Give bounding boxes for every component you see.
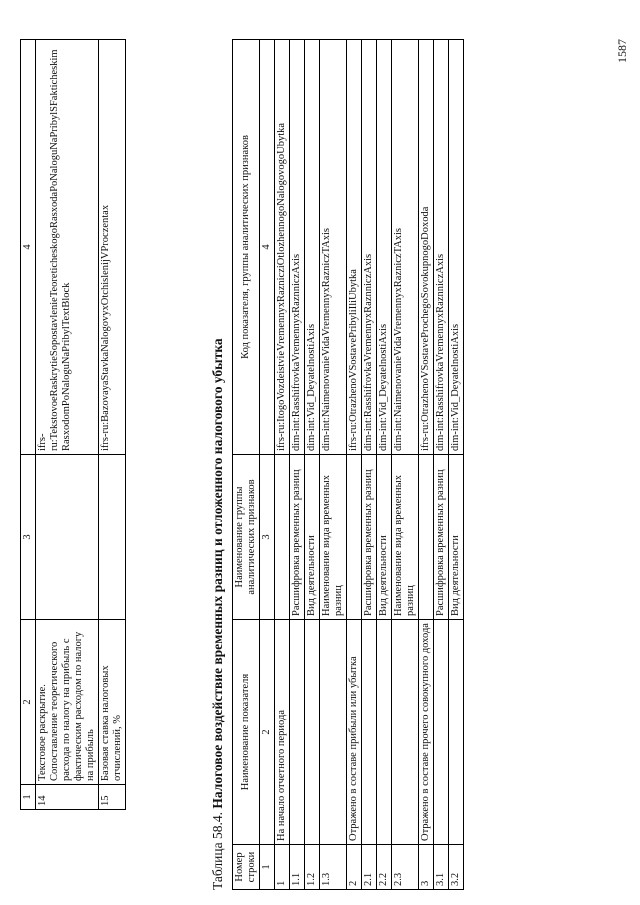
row-number: 1 [275,845,290,890]
group-name: Наименование вида временных разниц [320,455,347,620]
group-name [99,455,126,620]
indicator-name [320,620,347,845]
group-name [36,455,99,620]
group-name [419,455,434,620]
indicator-code: dim-int:NaimenovanieVidaVremennyxRazniczTAxis [320,40,347,455]
table-row [275,40,290,890]
indicator-name [305,620,320,845]
header-indicator-code: Код показателя, группы аналитических признаков [233,40,260,455]
indicator-code: ifrs-ru:OtrazhenoVSostavePribyliIliUbytka [347,40,362,455]
table-row [305,40,320,890]
table-row [449,40,464,890]
indicator-code: ifrs-ru:BazovayaStavkaNalogovyxOtchislenijVProczentax [99,40,126,455]
group-name: Наименование вида временных разниц [392,455,419,620]
row-number: 3.1 [434,845,449,890]
group-name: Расшифровка временных разниц [362,455,377,620]
group-name: Вид деятельности [377,455,392,620]
table-row [320,40,347,890]
row-number: 3.2 [449,845,464,890]
table-row [377,40,392,890]
indicator-code: dim-int:RasshifrovkaVremennyxRaznniczAxis [434,40,449,455]
group-name [347,455,362,620]
indicator-name: На начало отчетного периода [275,620,290,845]
column-number: 3 [260,455,275,620]
column-number-row [21,40,36,810]
row-number: 1.2 [305,845,320,890]
table-row [362,40,377,890]
table-row [290,40,305,890]
table-row [434,40,449,890]
table-row [392,40,419,890]
column-number: 4 [21,40,36,455]
indicator-code: ifrs-ru:ItogoVozdeistvieVremennyxRaznicziOtlozhennogoNalogovogoUbytka [275,40,290,455]
indicator-name [290,620,305,845]
row-number: 2.1 [362,845,377,890]
row-number: 2.3 [392,845,419,890]
table-title [210,338,226,890]
column-number: 3 [21,455,36,620]
column-number: 1 [260,845,275,890]
indicator-code: dim-int:RasshifrovkaVremennyxRaznniczAxis [362,40,377,455]
row-number: 1.1 [290,845,305,890]
indicator-code: dim-int:NaimenovanieVidaVremennyxRazniczTAxis [392,40,419,455]
table-title-prefix: Таблица 58.4. [210,808,225,890]
indicator-code: dim-int:Vid_DeyatelnostiAxis [305,40,320,455]
header-group-name: Наименование группы аналитических признаков [233,455,260,620]
row-number: 3 [419,845,434,890]
indicator-name [449,620,464,845]
header-row-number: Номер строки [233,845,260,890]
indicator-code: ifrs-ru:TekstovoeRaskrytieSopostavlenieTeoreticheskogoRasxodaPoNaloguNaPribylSFakticheskimRasxodomPoNaloguNaPribylTextBlock [36,40,99,455]
group-name: Вид деятельности [305,455,320,620]
indicator-name [362,620,377,845]
continued-table [20,39,126,810]
indicator-code: dim-int:Vid_DeyatelnostiAxis [377,40,392,455]
indicator-name [392,620,419,845]
table-row [99,40,126,810]
column-number: 1 [21,785,36,810]
indicator-name: Отражено в составе прибыли или убытка [347,620,362,845]
column-number: 2 [260,620,275,845]
table-row [347,40,362,890]
indicator-code: dim-int:Vid_DeyatelnostiAxis [449,40,464,455]
indicator-name [377,620,392,845]
indicator-name [434,620,449,845]
column-number-row [260,40,275,890]
group-name: Расшифровка временных разниц [290,455,305,620]
indicator-code: dim-int:RasshifrovkaVremennyxRaznniczAxis [290,40,305,455]
indicator-name: Текстовое раскрытие. Сопоставление теоретического расхода по налогу на прибыль с фактическим расходом по налогу на прибыль [36,620,99,785]
indicator-code: ifrs-ru:OtrazhenoVSostaveProchegoSovokupnogoDoxoda [419,40,434,455]
column-number: 4 [260,40,275,455]
group-name: Вид деятельности [449,455,464,620]
page-number: 1587 [615,39,629,63]
table-title-text: Налоговое воздействие временных разниц и отложенного налогового убытка [210,338,225,809]
row-number: 15 [99,785,126,810]
group-name [275,455,290,620]
row-number: 2 [347,845,362,890]
header-row [233,40,260,890]
group-name: Расшифровка временных разниц [434,455,449,620]
indicator-name: Отражено в составе прочего совокупного дохода [419,620,434,845]
row-number: 2.2 [377,845,392,890]
header-indicator-name: Наименование показателя [233,620,260,845]
table-row [419,40,434,890]
row-number: 14 [36,785,99,810]
tax-effect-table [232,39,464,890]
row-number: 1.3 [320,845,347,890]
table-row [36,40,99,810]
column-number: 2 [21,620,36,785]
indicator-name: Базовая ставка налоговых отчислений, % [99,620,126,785]
